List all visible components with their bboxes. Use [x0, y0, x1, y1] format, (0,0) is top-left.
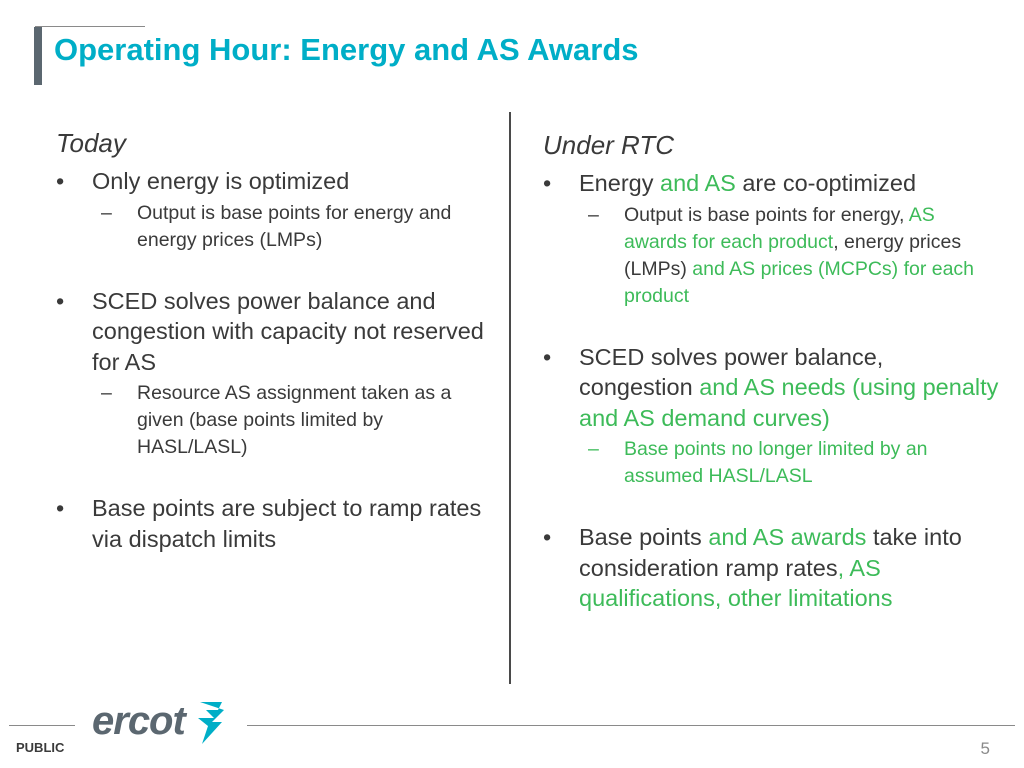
top-rule — [35, 26, 145, 27]
rtc-bullet-2-highlight: and AS needs (using penalty and AS demand curves) — [579, 374, 999, 431]
today-heading: Today — [56, 128, 126, 158]
rtc-sub-bullet-1-text-b: , energy prices (LMPs) — [624, 230, 962, 280]
bullet-icon: • — [543, 343, 552, 370]
slide-title: Operating Hour: Energy and AS Awards — [54, 32, 639, 67]
bullet-icon: • — [56, 287, 65, 314]
rtc-bullet-1-text-b: are co-optimized — [735, 170, 917, 196]
today-column — [56, 128, 496, 554]
rtc-bullet-3 — [543, 522, 1003, 614]
rtc-column — [543, 130, 1003, 614]
rtc-bullet-3-highlight-a: and AS awards — [701, 524, 867, 550]
today-bullet-1-text: Only energy is optimized — [92, 168, 350, 194]
rtc-bullet-3-text-a: Base points — [579, 524, 702, 550]
today-sub-bullet-2-text: Resource AS assignment taken as a given (base points limited by HASL/LASL) — [137, 382, 452, 458]
today-bullet-3-text: Base points are subject to ramp rates via dispatch limits — [92, 495, 482, 552]
dash-icon: – — [101, 201, 112, 224]
today-bullet-1 — [56, 166, 496, 197]
rtc-bullet-1-text-a: Energy — [579, 170, 654, 196]
logo-wordmark: ercot — [92, 699, 185, 743]
dash-icon: – — [588, 203, 599, 226]
rtc-bullet-3-text-b: take into consideration ramp rates — [579, 524, 962, 581]
bullet-icon: • — [56, 495, 65, 521]
title-accent-bar — [34, 27, 42, 85]
ercot-bolt-icon — [192, 698, 228, 748]
footer-rule-right — [247, 725, 1015, 726]
rtc-sub-bullet-2-text: Base points no longer limited by an assumed HASL/LASL — [624, 438, 928, 487]
column-divider — [509, 112, 511, 684]
rtc-bullet-1 — [543, 168, 1003, 199]
today-bullet-3 — [56, 493, 496, 554]
today-sub-bullet-1 — [56, 200, 496, 254]
rtc-bullet-3-highlight-b: , AS qualifications, other limitations — [579, 554, 893, 611]
rtc-heading: Under RTC — [543, 130, 675, 160]
rtc-sub-bullet-1 — [543, 202, 1003, 310]
rtc-sub-bullet-1-text-a: Output is base points for energy, — [624, 203, 909, 226]
footer-rule-left — [9, 725, 75, 726]
dash-icon: – — [588, 438, 599, 460]
today-sub-bullet-2 — [56, 380, 496, 461]
today-sub-bullet-1-text: Output is base points for energy and energy prices (LMPs) — [137, 201, 452, 251]
rtc-bullet-1-highlight: and AS — [653, 170, 736, 196]
today-bullet-2 — [56, 286, 496, 378]
rtc-bullet-2-text: SCED solves power balance, congestion — [579, 343, 884, 400]
bullet-icon: • — [56, 168, 65, 194]
dash-icon: – — [101, 382, 112, 404]
rtc-sub-bullet-2 — [543, 436, 1003, 490]
rtc-sub-bullet-1-highlight-b: and AS prices (MCPCs) for each product — [624, 257, 975, 307]
page-number: 5 — [980, 739, 990, 758]
bullet-icon: • — [543, 170, 552, 196]
bullet-icon: • — [543, 524, 552, 550]
ercot-logo — [92, 698, 232, 748]
rtc-bullet-2 — [543, 342, 1003, 434]
today-bullet-2-text: SCED solves power balance and congestion with capacity not reserved for AS — [92, 287, 484, 375]
rtc-sub-bullet-1-highlight-a: AS awards for each product — [624, 203, 935, 253]
classification-label: PUBLIC — [16, 740, 65, 755]
